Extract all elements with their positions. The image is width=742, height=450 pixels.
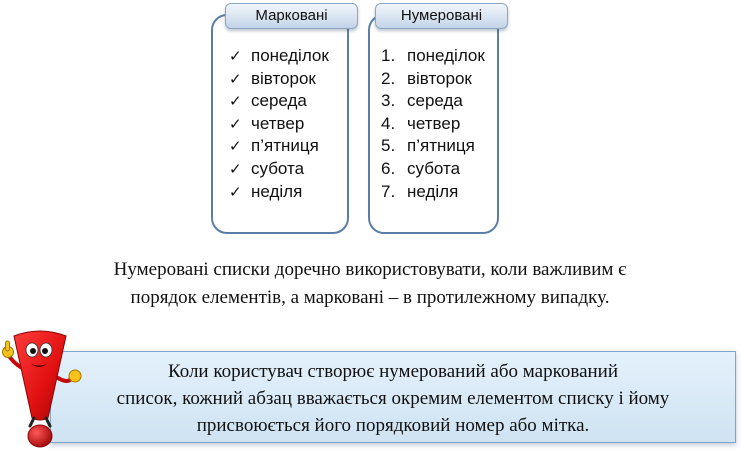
list-item-number: 4.	[381, 113, 396, 133]
list-item-label: неділя	[251, 181, 303, 201]
list-item	[370, 135, 497, 158]
list-item	[370, 90, 497, 113]
note-box	[50, 351, 736, 443]
note-line: присвоюється його порядковий номер або мітка.	[196, 415, 590, 436]
list-item	[370, 113, 497, 136]
list-item-label: понеділок	[407, 46, 485, 65]
list-item	[370, 68, 497, 91]
list-item-label: п’ятниця	[251, 136, 319, 156]
list-item	[213, 181, 347, 204]
list-item-number: 5.	[381, 136, 396, 156]
paragraph-line: Нумеровані списки доречно використовувати, коли важливим є	[113, 259, 627, 280]
note-line: Коли користувач створює нумерований або маркований	[167, 361, 619, 382]
bulleted-list	[213, 45, 347, 203]
list-item-label: четвер	[251, 113, 305, 133]
checkmark-icon: ✓	[229, 48, 242, 65]
note-text	[51, 358, 735, 439]
checkmark-icon: ✓	[229, 93, 242, 111]
list-item-label: середа	[251, 91, 307, 111]
list-item	[370, 181, 497, 204]
explanation-paragraph	[20, 256, 720, 312]
checkmark-icon: ✓	[229, 115, 242, 133]
checkmark-icon: ✓	[229, 183, 242, 201]
list-item-label: середа	[407, 91, 463, 111]
list-item-label: понеділок	[251, 46, 329, 65]
checkmark-icon: ✓	[229, 138, 242, 156]
list-item-number: 7.	[381, 181, 396, 201]
list-item	[370, 158, 497, 181]
list-item-number: 3.	[381, 91, 396, 111]
list-item-label: неділя	[407, 181, 459, 201]
list-item-label: субота	[251, 158, 305, 178]
list-item-label: вівторок	[407, 68, 472, 88]
list-item	[213, 113, 347, 136]
list-item	[213, 68, 347, 91]
numbered-list-title: Нумеровані	[375, 3, 508, 29]
list-item	[370, 45, 497, 68]
list-item-label: п’ятниця	[407, 136, 475, 156]
list-item-number: 1.	[381, 46, 396, 65]
checkmark-icon: ✓	[229, 160, 242, 178]
note-line: список, кожний абзац вважається окремим елементом списку і йому	[116, 388, 670, 409]
list-item-number: 2.	[381, 68, 396, 88]
list-item	[213, 135, 347, 158]
exclamation-mark-character-icon	[0, 326, 92, 450]
list-item	[213, 90, 347, 113]
paragraph-line: порядок елементів, а марковані – в протилежному випадку.	[130, 287, 610, 308]
bulleted-list-title: Марковані	[225, 3, 358, 29]
bulleted-list-box	[211, 14, 349, 234]
checkmark-icon: ✓	[229, 70, 242, 88]
numbered-list	[370, 45, 497, 203]
list-item	[213, 158, 347, 181]
list-item-label: вівторок	[251, 68, 316, 88]
list-item-label: четвер	[407, 113, 461, 133]
list-item-label: субота	[407, 158, 461, 178]
list-item-number: 6.	[381, 158, 396, 178]
numbered-list-box	[368, 14, 499, 234]
list-item	[213, 45, 347, 68]
